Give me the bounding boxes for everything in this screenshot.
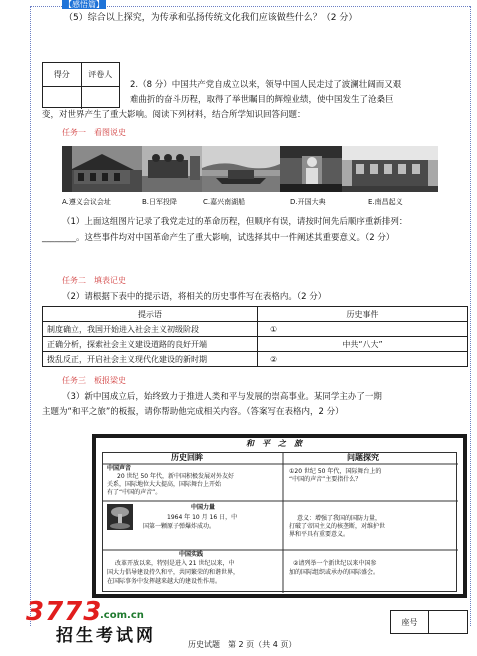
board-s1-title: 中国声音 [107, 465, 132, 472]
seat-label: 座号 [391, 611, 429, 633]
table-cell-hint: 拨乱反正，开启社会主义现代化建设的新时期 [43, 352, 258, 367]
grader-field[interactable] [81, 87, 120, 109]
question-5: （5）综合以上探究，为传承和弘扬传统文化我们应该做些什么？（2 分） [64, 13, 358, 23]
board-s1-text1: 20 世纪 50 年代，新中国积极发展对外友好 [117, 473, 234, 480]
caption-c: C.嘉兴南湖船 [203, 198, 246, 206]
task-2-title: 任务二 填表记史 [62, 276, 126, 285]
board-s2-text2: 国第一颗原子弹爆炸成功。 [143, 523, 216, 530]
table-row [43, 337, 468, 352]
logo-slogan: 招生考试网 [56, 626, 156, 646]
task-1-title: 任务一 看图说史 [62, 128, 126, 137]
board-s1-text2: 关系，国际地位大大提高，国际舞台上开始 [107, 481, 222, 488]
table-header-row [43, 307, 468, 322]
board-r2-text3: 界和平具有重要意义。 [289, 531, 350, 538]
board-s1-text3: 有了“中国的声音”。 [107, 489, 162, 496]
caption-a: A.遵义会议会址 [62, 198, 111, 206]
table-cell-event: 中共“八大” [258, 337, 468, 352]
task-3-title: 任务三 板报梁史 [62, 376, 126, 385]
question-2-line2: 难曲折的奋斗历程，取得了举世瞩目的辉煌业绩，使中国发生了沧桑巨 [130, 95, 394, 105]
page-number: 历史试题 第 2 页（共 4 页） [188, 640, 297, 649]
question-2-line3: 变，对世界产生了重大影响。阅读下列材料，结合所学知识回答问题： [42, 110, 306, 120]
question-2-line1: 2.（8 分）中国共产党自成立以来，领导中国人民走过了波澜壮阔而又艰 [130, 80, 402, 90]
grader-label: 评卷人 [81, 63, 120, 86]
logo-number: 3773 [26, 597, 103, 627]
atomic-bomb-image [107, 504, 133, 530]
question-3-line2: 主题为“和平之旅”的板报，请你帮助他完成相关内容。（答案写在表格内，2 分） [42, 407, 344, 417]
table-row [43, 352, 468, 367]
board-s3-text1: 改革开放以来，特别是进入 21 世纪以来，中 [115, 560, 235, 567]
board-r1-text2: “中国的声音”主要指什么？ [289, 476, 362, 483]
score-field[interactable] [43, 87, 81, 109]
board-s2-text1: 1964 年 10 月 16 日，中 [167, 514, 238, 521]
table-header-event: 历史事件 [258, 307, 468, 322]
board-s3-text3: 在国际事务中发挥越来越大的建设性作用。 [107, 578, 222, 585]
board-r3-text2: 加的国际组织或承办的国际盛会。 [289, 569, 380, 576]
board-r1-text1: ①20 世纪 50 年代，国际舞台上的 [289, 468, 382, 475]
board-s3-text2: 国大力倡导建设持久和平，共同繁荣的和谐世界， [107, 569, 240, 576]
events-table [42, 306, 468, 367]
peace-journey-board [92, 434, 467, 598]
board-grid [102, 452, 457, 592]
photo-zunyi-site [62, 146, 142, 192]
section-tag [62, 0, 106, 10]
question-1-line2: ________。这些事件均对中国革命产生了重大影响，试选择其中一件阐述其重要意义。（2 分） [42, 233, 395, 243]
question-1-line1: （1）上面这组图片记录了我党走过的革命历程，但顺序有误，请按时间先后顺序重新排列： [62, 217, 408, 227]
photo-jiaxing-boat [202, 146, 280, 192]
site-logo [26, 596, 176, 650]
board-r2-text1: 意义：增强了我国的国防力量， [297, 515, 382, 522]
caption-e: E.南昌起义 [368, 198, 403, 206]
question-2-prompt: （2）请根据下表中的提示语，将相关的历史事件写在表格内。（2 分） [62, 292, 327, 302]
table-cell-answer-1[interactable]: ① [258, 322, 468, 337]
photo-nanchang-uprising [342, 146, 438, 192]
table-cell-hint: 正确分析，探索社会主义建设道路的良好开端 [43, 337, 258, 352]
photo-japan-surrender [142, 146, 202, 192]
question-3-line1: （3）新中国成立后，始终致力于推进人类和平与发展的崇高事业。某同学主办了一期 [62, 392, 382, 402]
score-label: 得分 [53, 70, 70, 79]
board-col-left: 历史回眸 [171, 453, 203, 462]
seat-number-box [390, 610, 468, 634]
table-header-hint: 提示语 [43, 307, 258, 322]
table-row [43, 322, 468, 337]
board-title: 和 平 之 旅 [246, 439, 302, 448]
photo-founding-ceremony [280, 146, 342, 192]
board-s2-title: 中国力量 [191, 504, 216, 511]
caption-d: D.开国大典 [290, 198, 326, 206]
page-frame-right [470, 6, 471, 626]
board-r2-text2: 打破了帝国主义的核垄断，对维护世 [289, 523, 386, 530]
caption-b: B.日军投降 [142, 198, 178, 206]
page-frame-left [30, 6, 31, 626]
table-cell-answer-2[interactable]: ② [258, 352, 468, 367]
table-cell-hint: 制度确立，我国开始进入社会主义初级阶段 [43, 322, 258, 337]
logo-domain: .com.cn [100, 610, 144, 621]
board-r3-text1: ②请列举一个新世纪以来中国参 [293, 560, 377, 567]
section-tag-label: 【感悟篇】 [64, 0, 104, 9]
score-box [42, 62, 120, 108]
seat-field[interactable] [429, 611, 467, 633]
board-s3-title: 中国实践 [179, 551, 204, 558]
board-col-right: 问题探究 [347, 453, 379, 462]
